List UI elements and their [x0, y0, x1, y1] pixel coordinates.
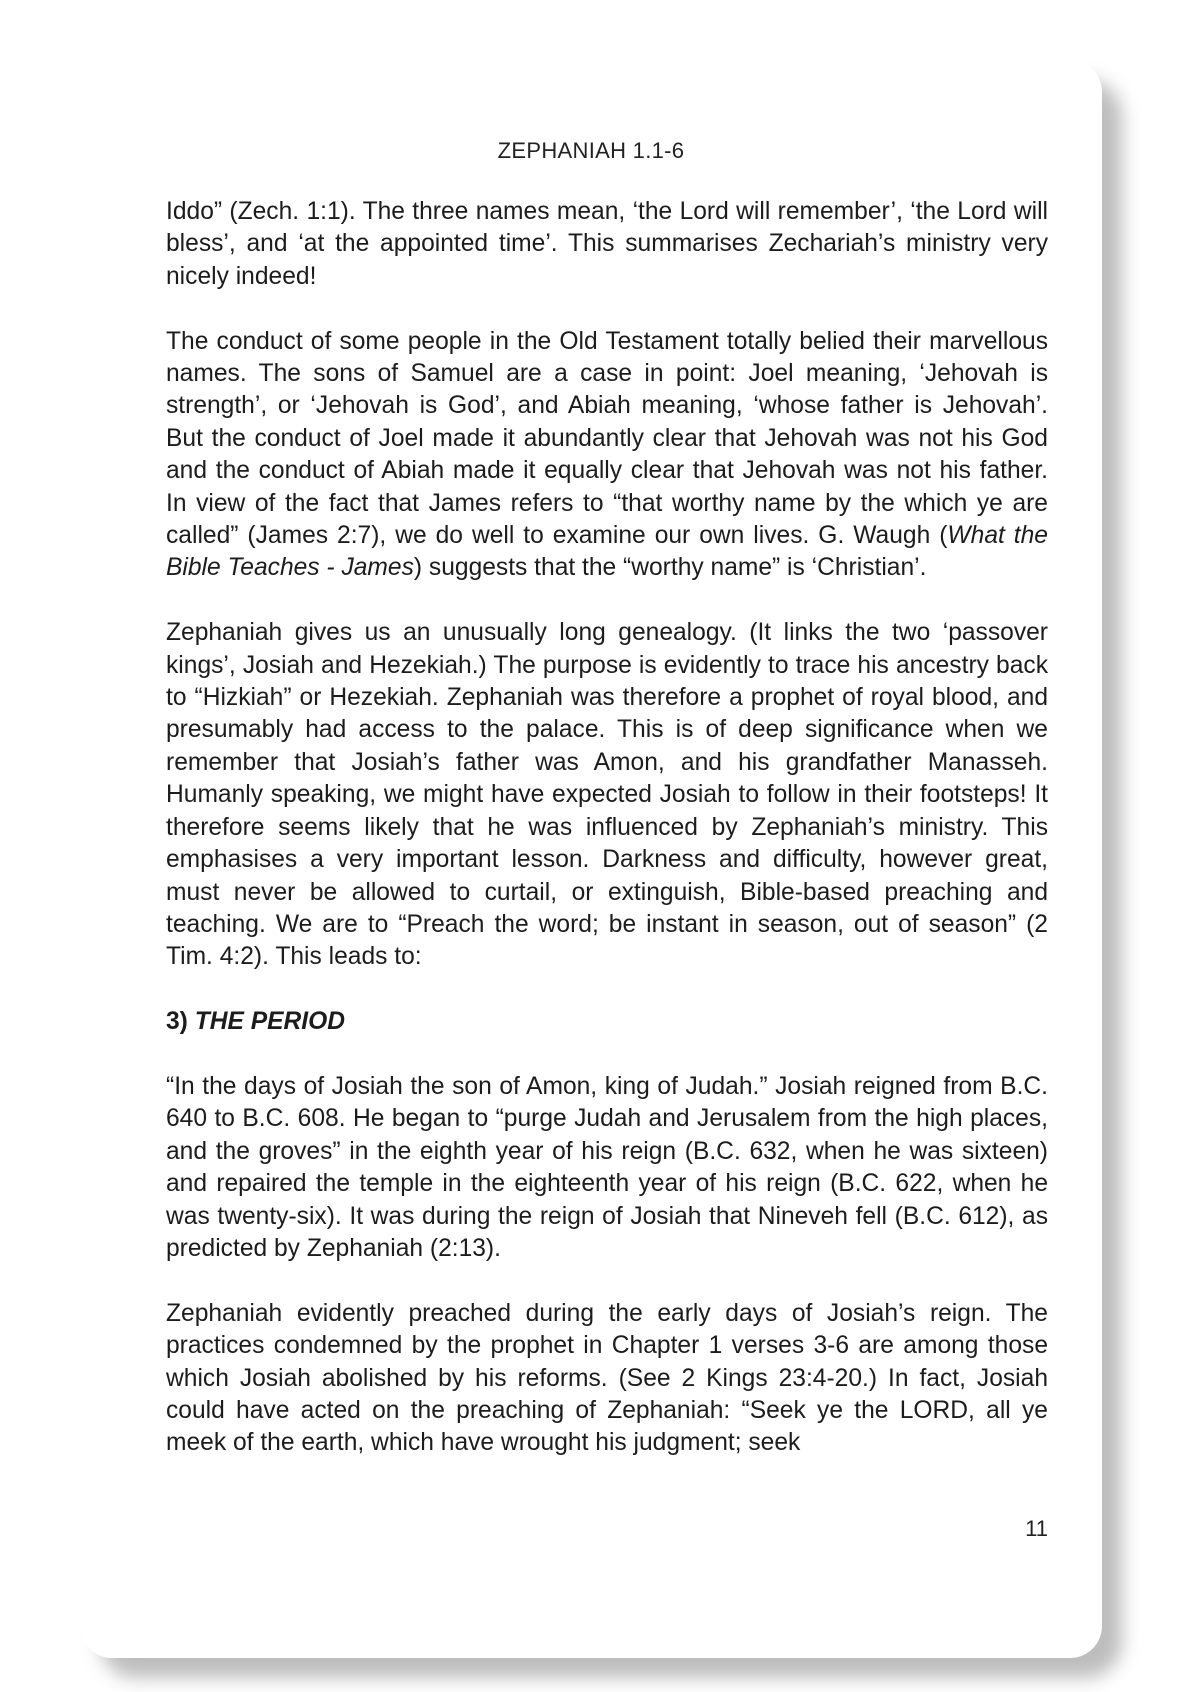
- paragraph-genealogy: Zephaniah gives us an unusually long genealogy. (It links the two ‘passover kings’, Josiah and Hezekiah.) The purpose is evidently to trace his ancestry back to “Hizkiah” or Hezekiah. Zephaniah was therefore a prophet of royal blood, and presumably had access to the palace. This is of deep significance when we remember that Josiah’s father was Amon, and his grandfather Manasseh. Humanly speaking, we might have expected Josiah to follow in their footsteps! It therefore seems likely that he was influenced by Zephaniah’s ministry. This emphasises a very important lesson. Darkness and difficulty, however great, must never be allowed to curtail, or extinguish, Bible-based preaching and teaching. We are to “Preach the word; be instant in season, out of season” (2 Tim. 4:2). This leads to:: [166, 619, 1048, 971]
- body-text: [166, 196, 1048, 1492]
- paragraph-josiah-reign: “In the days of Josiah the son of Amon, king of Judah.” Josiah reigned from B.C. 640 to B.C. 608. He began to “purge Judah and Jerusalem from the high places, and the groves” in the eighth year of his reign (B.C. 632, when he was sixteen) and repaired the temple in the eighteenth year of his reign (B.C. 622, when he was twenty-six). It was during the reign of Josiah that Nineveh fell (B.C. 612), as predicted by Zephaniah (2:13).: [166, 1072, 1048, 1262]
- paragraph-conduct-names: [166, 326, 1048, 585]
- paragraph-text: ) suggests that the “worthy name” is ‘Christian’.: [413, 554, 927, 582]
- book-page: [80, 60, 1102, 1658]
- paragraph-text: The conduct of some people in the Old Testament totally belied their marvellous names. The sons of Samuel are a case in point: Joel meaning, ‘Jehovah is strength’, or ‘Jehovah is God’, and Abiah meaning, ‘whose father is Jehovah’. But the conduct of Joel made it abundantly clear that Jehovah was not his God and the conduct of Abiah made it equally clear that Jehovah was not his father. In view of the fact that James refers to “that worthy name by the which ye are called” (James 2:7), we do well to examine our own lives. G. Waugh (: [166, 327, 1048, 550]
- book-title: What the Bible Teaches - James: [166, 522, 1048, 582]
- paragraph-zephaniah-preaching: Zephaniah evidently preached during the early days of Josiah’s reign. The practices condemned by the prophet in Chapter 1 verses 3-6 are among those which Josiah abolished by his reforms. (See 2 Kings 23:4-20.) In fact, Josiah could have acted on the preaching of Zephaniah: “Seek ye the LORD, all ye meek of the earth, which have wrought his judgment; seek: [166, 1299, 1048, 1457]
- section-number: 3): [166, 1008, 195, 1036]
- section-heading: [166, 1006, 1048, 1038]
- page-number: 11: [1025, 1516, 1048, 1541]
- running-head: ZEPHANIAH 1.1-6: [497, 138, 685, 163]
- paragraph-names-meaning: Iddo” (Zech. 1:1). The three names mean, ‘the Lord will remember’, ‘the Lord will bless’, and ‘at the appointed time’. This summarises Zechariah’s ministry very nicely indeed!: [166, 198, 1048, 290]
- section-title: THE PERIOD: [194, 1008, 346, 1036]
